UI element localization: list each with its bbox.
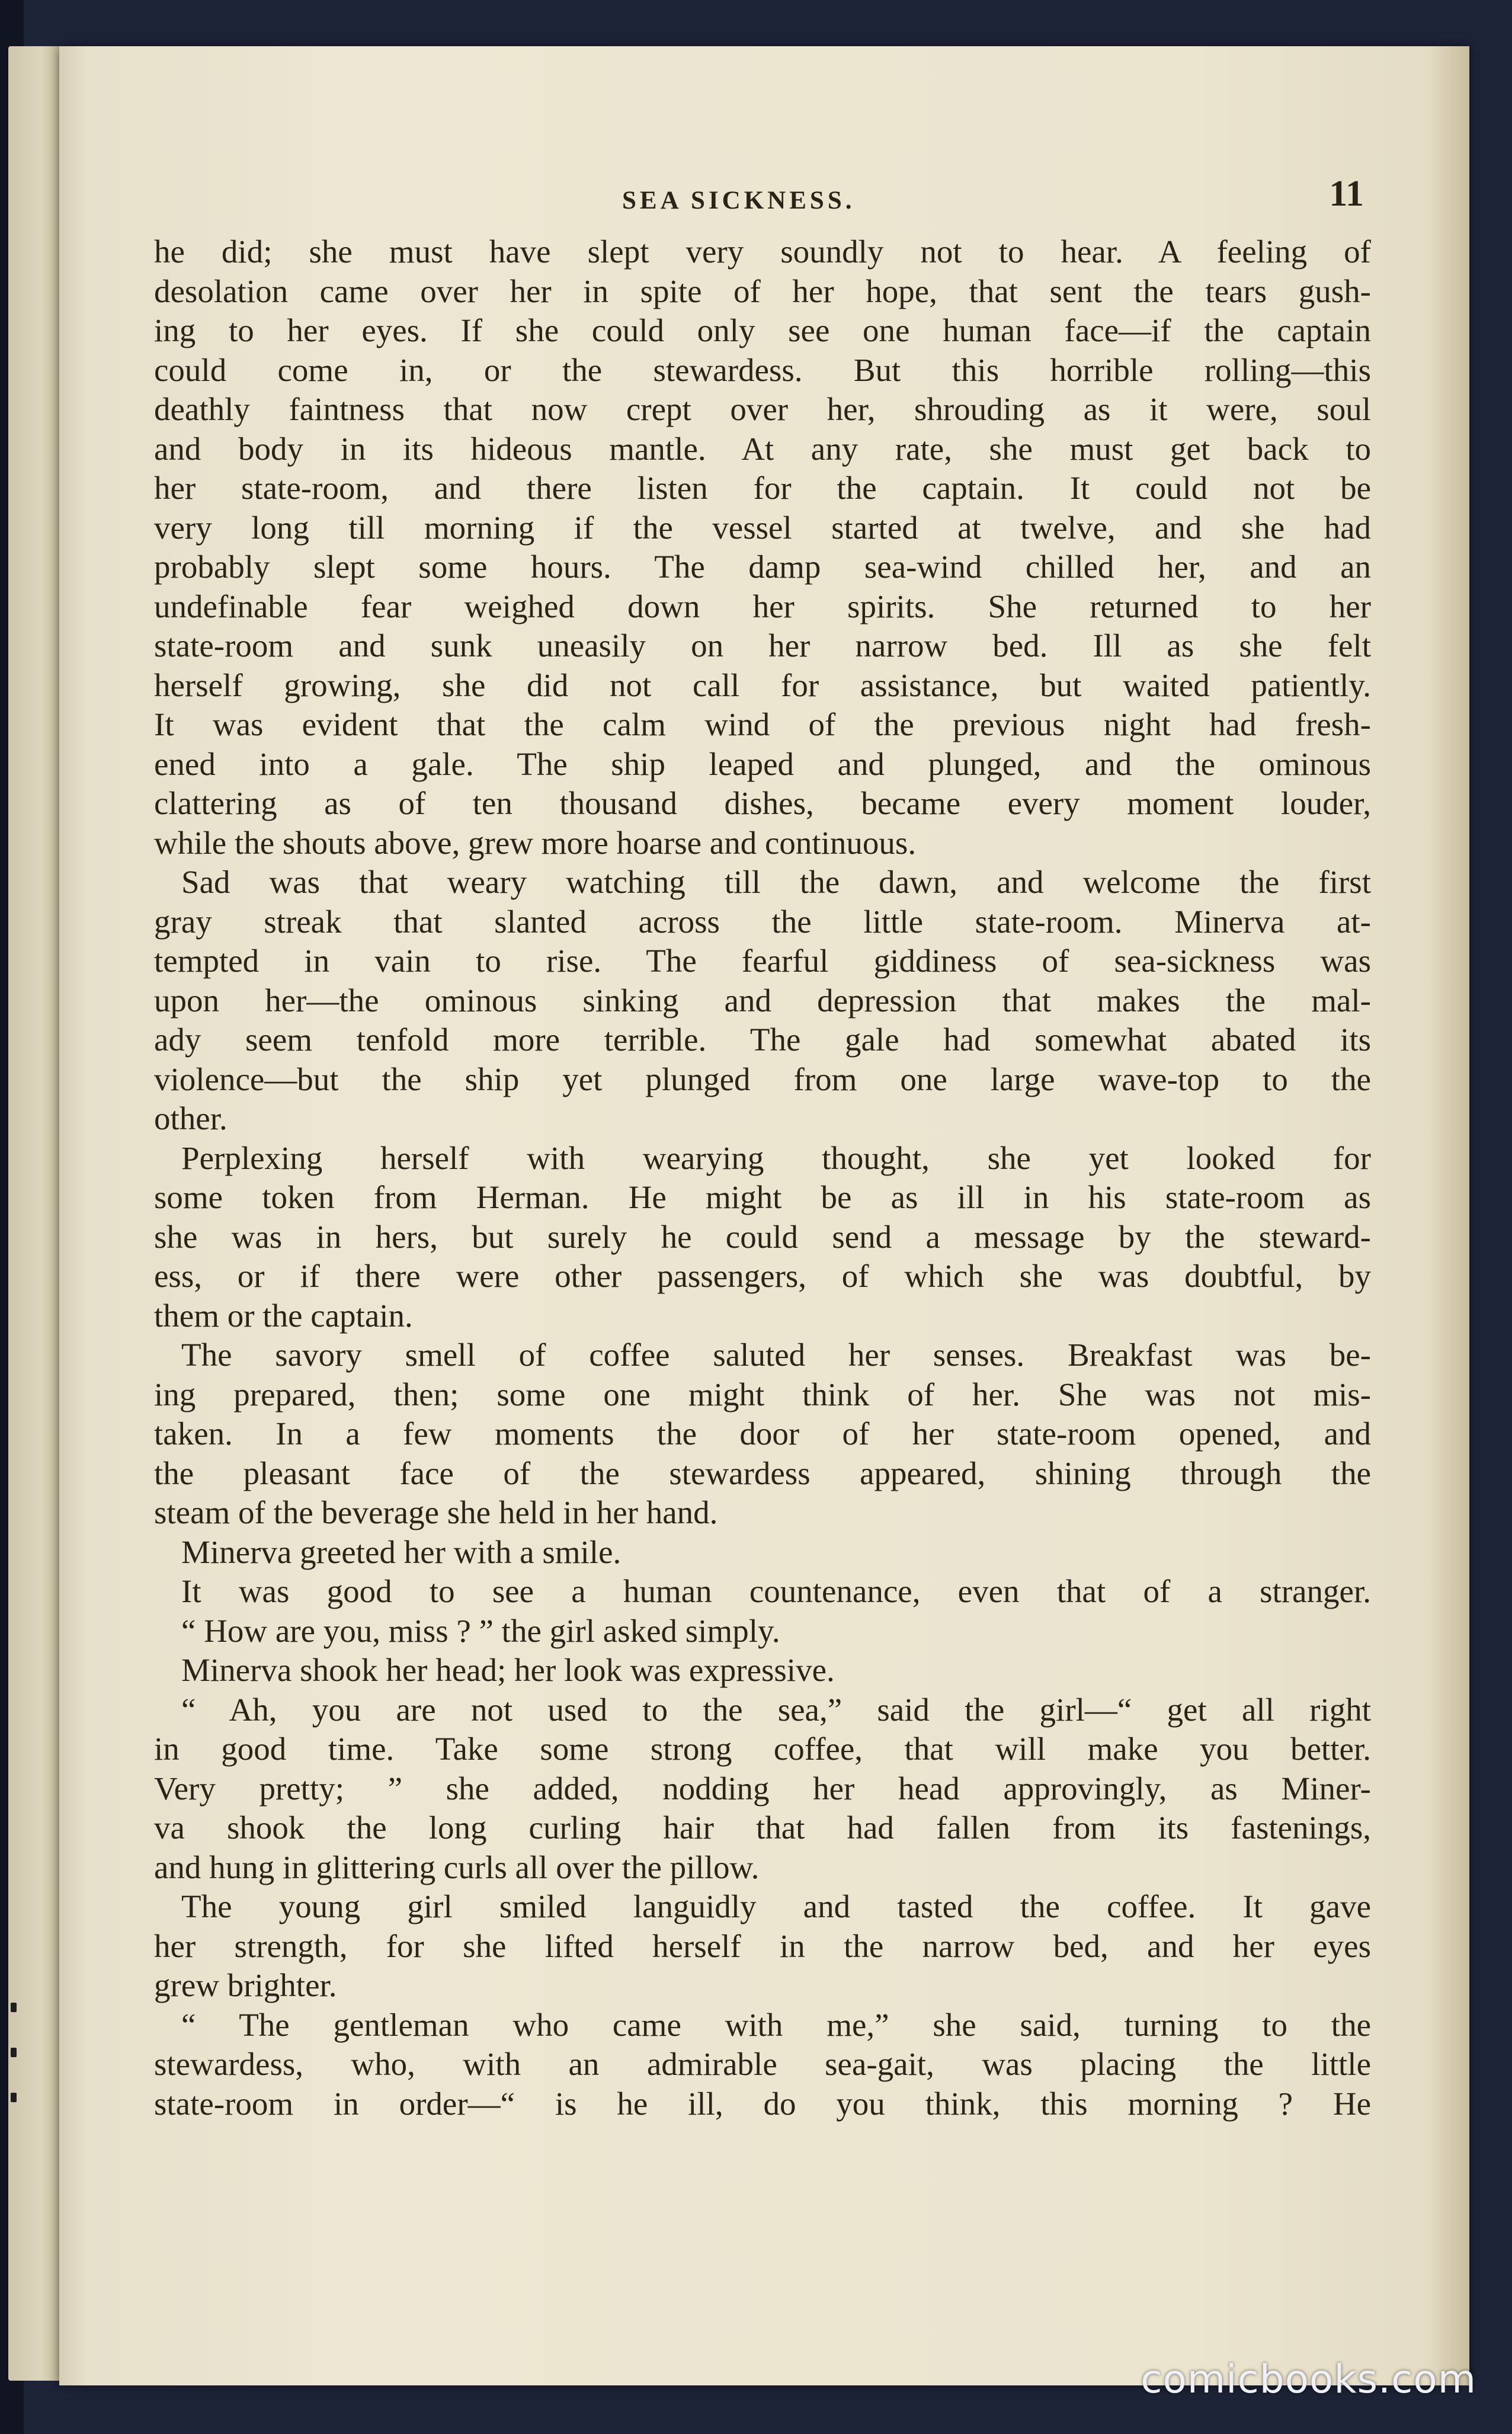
text-line: va shook the long curling hair that had fallen from its fastenings, bbox=[154, 1810, 1371, 1846]
text-line: the pleasant face of the stewardess appeared, shining through the bbox=[154, 1455, 1371, 1491]
text-line: “ The gentleman who came with me,” she said, turning to the bbox=[181, 2006, 1371, 2043]
page-content bbox=[154, 173, 1371, 2124]
margin-marks bbox=[11, 2003, 25, 2157]
text-line: deathly faintness that now crept over her, shrouding as it were, soul bbox=[154, 391, 1371, 427]
margin-mark bbox=[11, 2003, 17, 2012]
text-line: ing prepared, then; some one might think of her. She was not mis- bbox=[154, 1376, 1371, 1413]
text-line: “ Ah, you are not used to the sea,” said the girl—“ get all right bbox=[181, 1691, 1371, 1728]
margin-mark bbox=[11, 2048, 17, 2057]
text-line: could come in, or the stewardess. But this horrible rolling—this bbox=[154, 351, 1371, 388]
text-line: Very pretty; ” she added, nodding her head approvingly, as Miner- bbox=[154, 1770, 1371, 1807]
running-header-title: SEA SICKNESS. bbox=[622, 187, 856, 214]
text-line: “ How are you, miss ? ” the girl asked simply. bbox=[181, 1612, 780, 1649]
text-line: her state-room, and there listen for the captain. It could not be bbox=[154, 470, 1371, 506]
text-line: desolation came over her in spite of her hope, that sent the tears gush- bbox=[154, 273, 1371, 309]
text-line: he did; she must have slept very soundly not to hear. A feeling of bbox=[154, 233, 1371, 270]
text-line: state-room in order—“ is he ill, do you think, this morning ? He bbox=[154, 2085, 1371, 2122]
text-line: Sad was that weary watching till the dawn, and welcome the first bbox=[181, 864, 1371, 900]
text-line: she was in hers, but surely he could send a message by the steward- bbox=[154, 1218, 1371, 1255]
text-line: ened into a gale. The ship leaped and plunged, and the ominous bbox=[154, 745, 1371, 782]
text-line: some token from Herman. He might be as ill in his state-room as bbox=[154, 1179, 1371, 1215]
text-line: ess, or if there were other passengers, of which she was doubtful, by bbox=[154, 1258, 1371, 1294]
text-line: and hung in glittering curls all over the pillow. bbox=[154, 1849, 760, 1885]
text-line: The young girl smiled languidly and tasted the coffee. It gave bbox=[181, 1888, 1371, 1924]
text-line: ing to her eyes. If she could only see one human face—if the captain bbox=[154, 312, 1371, 348]
text-line: and body in its hideous mantle. At any rate, she must get back to bbox=[154, 430, 1371, 467]
text-line: very long till morning if the vessel started at twelve, and she had bbox=[154, 509, 1371, 546]
text-line: The savory smell of coffee saluted her senses. Breakfast was be- bbox=[181, 1337, 1371, 1373]
text-line: tempted in vain to rise. The fearful giddiness of sea-sickness was bbox=[154, 943, 1371, 979]
text-line: violence—but the ship yet plunged from one large wave-top to the bbox=[154, 1061, 1371, 1097]
text-line: Minerva shook her head; her look was expressive. bbox=[181, 1652, 835, 1688]
book-page bbox=[59, 46, 1469, 2385]
text-line: It was evident that the calm wind of the previous night had fresh- bbox=[154, 706, 1371, 742]
watermark-logo: comicbooks.com bbox=[1141, 2356, 1476, 2402]
text-line: gray streak that slanted across the little state-room. Minerva at- bbox=[154, 903, 1371, 940]
text-line: while the shouts above, grew more hoarse and continuous. bbox=[154, 824, 917, 861]
text-line: upon her—the ominous sinking and depression that makes the mal- bbox=[154, 982, 1371, 1019]
margin-mark bbox=[11, 2093, 17, 2102]
text-line: undefinable fear weighed down her spirits. She returned to her bbox=[154, 588, 1371, 624]
text-line: Minerva greeted her with a smile. bbox=[181, 1533, 622, 1570]
text-line: probably slept some hours. The damp sea-wind chilled her, and an bbox=[154, 549, 1371, 585]
running-header bbox=[154, 173, 1371, 232]
text-line: her strength, for she lifted herself in the narrow bed, and her eyes bbox=[154, 1927, 1371, 1964]
text-line: them or the captain. bbox=[154, 1297, 413, 1334]
text-line: grew brighter. bbox=[154, 1967, 337, 2003]
text-line: Perplexing herself with wearying thought, she yet looked for bbox=[181, 1139, 1371, 1176]
text-line: clattering as of ten thousand dishes, became every moment louder, bbox=[154, 785, 1371, 821]
text-line: in good time. Take some strong coffee, that will make you better. bbox=[154, 1731, 1371, 1767]
text-line: stewardess, who, with an admirable sea-gait, was placing the little bbox=[154, 2046, 1371, 2082]
text-line: ady seem tenfold more terrible. The gale had somewhat abated its bbox=[154, 1021, 1371, 1058]
text-line: other. bbox=[154, 1100, 228, 1136]
page-number: 11 bbox=[1329, 174, 1364, 214]
text-line: taken. In a few moments the door of her state-room opened, and bbox=[154, 1415, 1371, 1452]
text-line: It was good to see a human countenance, even that of a stranger. bbox=[181, 1573, 1371, 1609]
text-line: steam of the beverage she held in her hand. bbox=[154, 1494, 718, 1530]
text-line: herself growing, she did not call for assistance, but waited patiently. bbox=[154, 667, 1371, 703]
body-text bbox=[154, 232, 1371, 2124]
text-line: state-room and sunk uneasily on her narrow bed. Ill as she felt bbox=[154, 627, 1371, 664]
